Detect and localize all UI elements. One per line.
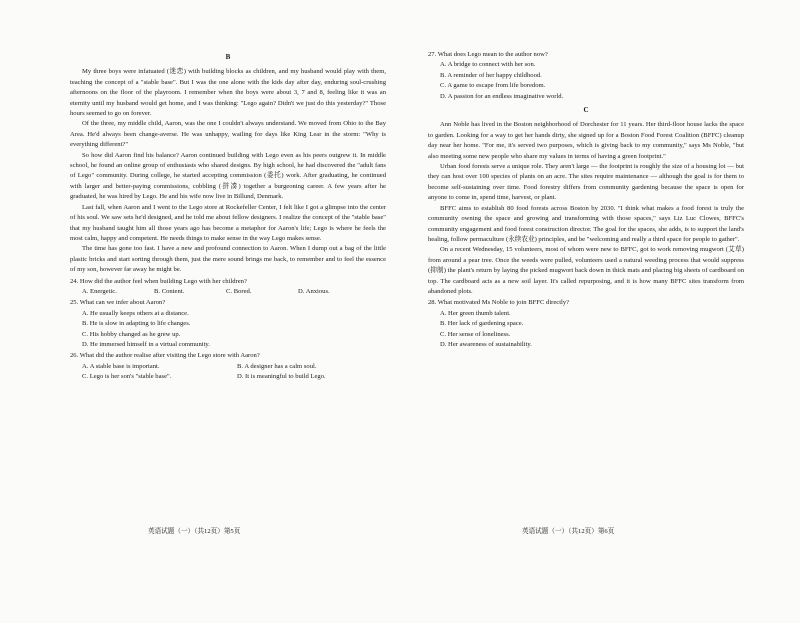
page-footer-right: 英语试题（一）（共12页）第6页 <box>522 528 615 535</box>
passage-paragraph: BFFC aims to establish 80 food forests across Boston by 2030. "I think what makes a food forest is truly the community owning the space and growing and transforming with those spaces," says Liz Luc Clowes, BFFC's community engagement and food forest construction director. The goal for the spaces, she adds, is to support the land's healing, follow permaculture (永续农业) principles, and be "welcoming and really a third space for people to gather". <box>428 204 744 243</box>
option-c: C. His hobby changed as he grew up. <box>82 330 181 338</box>
option-d: D. He immersed himself in a virtual community. <box>82 340 210 348</box>
option-a: A. Her green thumb talent. <box>440 309 511 317</box>
question-26-stem: 26. What did the author realise after visiting the Lego store with Aaron? <box>70 352 260 360</box>
passage-paragraph: My three boys were infatuated (迷恋) with building blocks as children, and my husband would play with them, teaching the concept of a "stable base". But I was the one alone with the kids day after day, enduring soul-crushing afternoons on the floor of the playroom. I remember when the boys were about 3, 7 and 8, feeling like it was an eternity until my husband would get home, and I was thinking: "Lego again? Didn't we just do this yesterday?" Those hours seemed to go on forever. <box>70 68 386 118</box>
question-28-stem: 28. What motivated Ms Noble to join BFFC directly? <box>428 299 570 307</box>
section-heading-b: B <box>225 53 231 61</box>
option-a: A. A stable base is important. <box>82 362 160 370</box>
option-d: D. A passion for an endless imaginative world. <box>440 92 564 100</box>
question-27-stem: 27. What does Lego mean to the author now? <box>428 51 548 58</box>
option-c: C. Lego is her son's "stable base". <box>82 373 172 381</box>
passage-paragraph: Of the three, my middle child, Aaron, was the one I couldn't always understand. We moved from Ohio to the Bay Area. He'd always been change-averse. He was unhappy, wailing for days like King Lear in the storm: "Why is everything different?" <box>70 120 386 149</box>
option-b: B. A reminder of her happy childhood. <box>440 71 542 79</box>
passage-paragraph: Urban food forests serve a unique role. They aren't large — the footprint is roughly the size of a housing lot — but they can host over 100 species of plants on an acre. The sites require maintenance — although the goal is for them to become self-sustaining over time. Food forestry differs from community gardening because the space is open for anyone to come in, spend time, harvest, or plant. <box>428 163 744 202</box>
question-25-stem: 25. What can we infer about Aaron? <box>70 299 166 307</box>
passage-paragraph: On a recent Wednesday, 15 volunteers, most of whom were new to BFFC, got to work removing mugwort (艾草) from around a pear tree. Once the weeds were pulled, volunteers used a natural weeding process that would suppress (抑制) the plant's return by laying the picked mugwort back down in thick mats and placing big sheets of cardboard on top. The cardboard acts as a new soil layer. It's called repurposing, and it is how many BFFC sites transform from abandoned plots. <box>428 246 744 295</box>
passage-paragraph: Ann Noble has lived in the Boston neighborhood of Dorchester for 11 years. Her third-floor house lacks the space to garden. Looking for a way to get her hands dirty, she signed up for a Boston Food Forest Coalition (BFFC) cleanup day near her home. "For me, it's served two purposes, which is giving back to my community," says Ms Noble, "but also meeting some new people who share my values in terms of having a green footprint." <box>428 121 744 160</box>
option-a: A. Energetic. <box>82 287 117 295</box>
right-column <box>428 52 744 350</box>
option-a: A. A bridge to connect with her son. <box>440 61 536 69</box>
option-c: C. Her sense of loneliness. <box>440 330 511 338</box>
passage-paragraph: So how did Aaron find his balance? Aaron continued building with Lego even as his peers outgrew it. In middle school, he found an online group of enthusiasts who shared designs. By high school, he had discovered the "adult fans of Lego" community. During college, he started accepting commission (委托) work. After graduating, he continued with larger and better-paying commissions, cobbling (拼凑) together a burgeoning career. A few years after he graduated, he was hired by Lego. He and his wife now live in Billund, Denmark. <box>70 151 386 201</box>
question-24-options <box>70 287 386 297</box>
option-d: D. Anxious. <box>298 287 330 295</box>
option-b: B. He is slow in adapting to life changes. <box>82 320 191 328</box>
option-b: B. Content. <box>154 287 185 295</box>
passage-paragraph: Last fall, when Aaron and I went to the Lego store at Rockefeller Center, I felt like I got a glimpse into the center of his soul. We saw sets he'd designed, and he told me about fellow designers. I realize the concept of the "stable base" that my husband taught him all those years ago has become a metaphor for Aaron's life; Lego is where he feels the most calm, happy and competent. He needs things to make sense in the way Lego makes sense. <box>70 203 386 242</box>
option-c: C. A game to escape from life boredom. <box>440 82 546 90</box>
option-c: C. Bored. <box>226 287 252 295</box>
option-b: B. A designer has a calm soul. <box>237 362 317 370</box>
option-a: A. He usually keeps others at a distance. <box>82 309 189 317</box>
passage-paragraph: The time has gone too fast. I have a new and profound connection to Aaron. When I dump out a bag of the little plastic bricks and start sorting through them, just the mere sound brings me back, to remember and to feel the essence of my son, however far away he might be. <box>70 245 386 274</box>
left-column <box>70 52 386 383</box>
question-24-stem: 24. How did the author feel when building Lego with her children? <box>70 277 247 285</box>
question-26-options <box>70 362 386 383</box>
option-d: D. It is meaningful to build Lego. <box>237 373 326 381</box>
option-b: B. Her lack of gardening space. <box>440 320 524 328</box>
section-heading-c: C <box>583 106 589 115</box>
option-d: D. Her awareness of sustainability. <box>440 340 532 348</box>
page-footer-left: 英语试题（一）（共12页）第5页 <box>148 528 241 535</box>
